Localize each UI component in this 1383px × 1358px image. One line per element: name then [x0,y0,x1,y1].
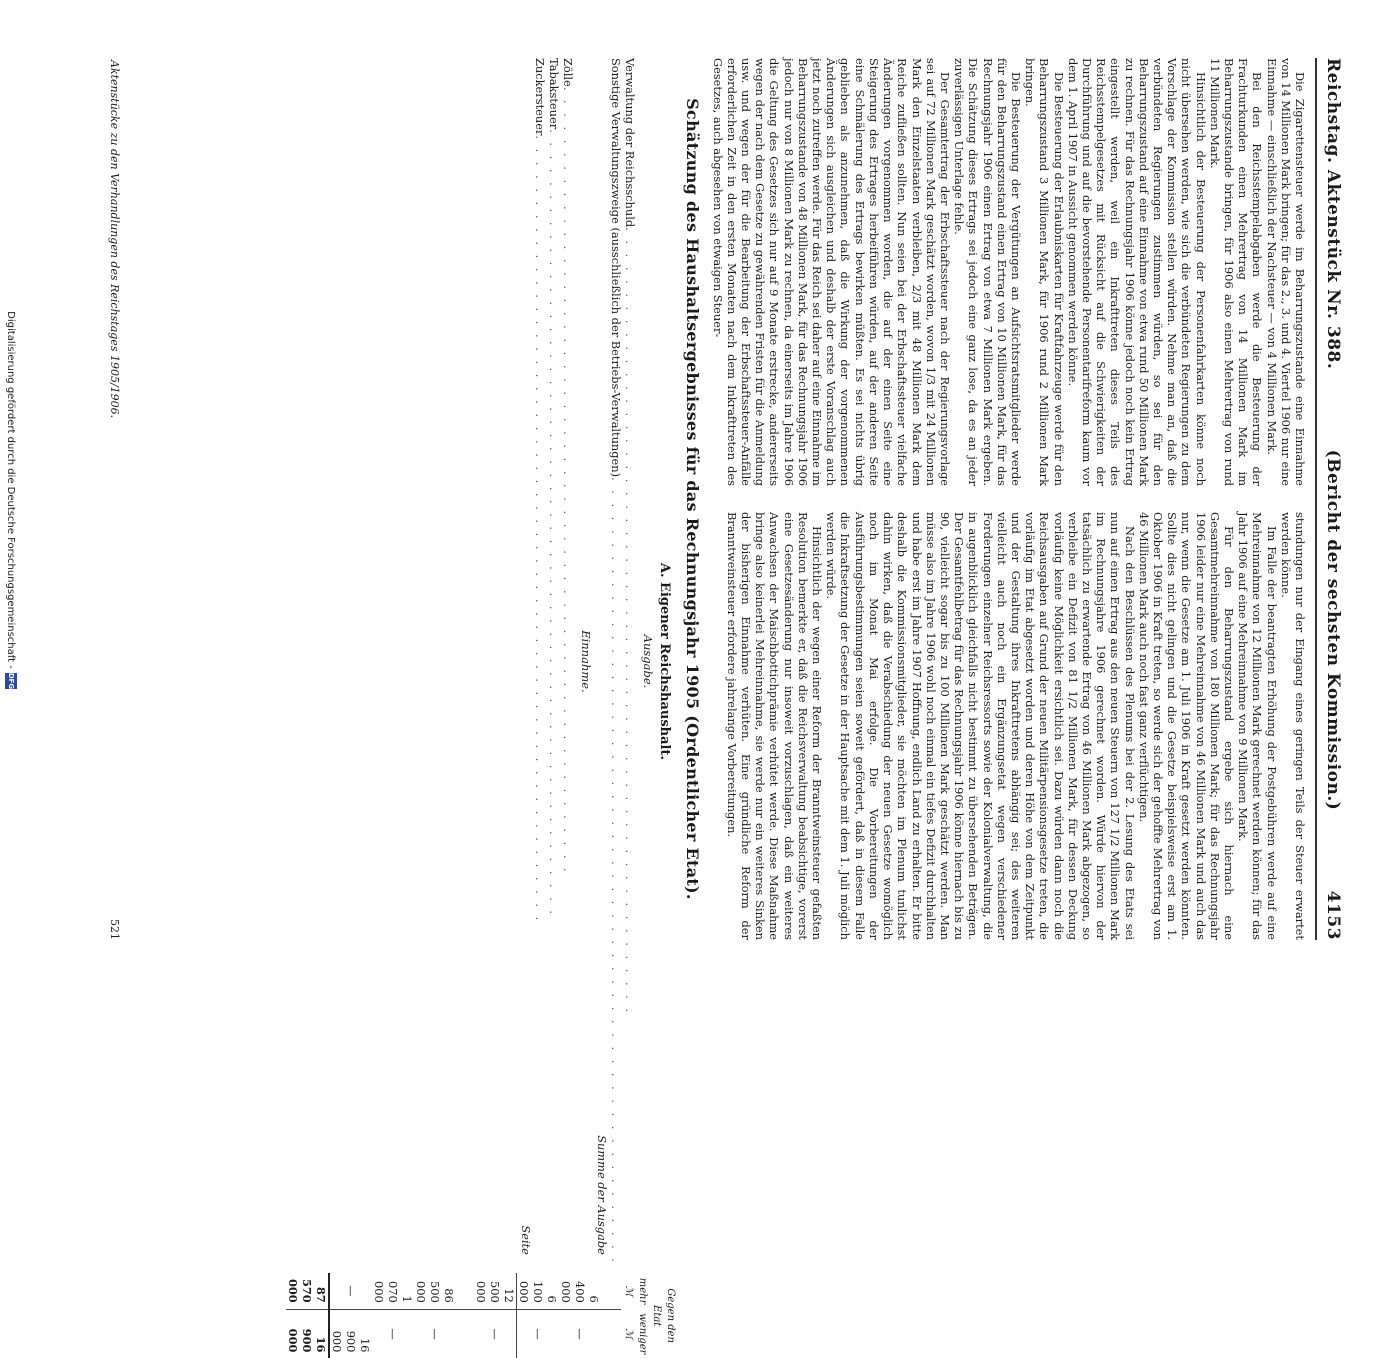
paragraph: Die Zigarettensteuer werde im Beharrungszustande eine Einnahme von 14 Millionen Mark bringen; für das 2., 3. und 4. Viertel 1906 nur eine Einnahme — einschließlich der Nachsteuer — von 4 Millionen Mark. [1264,58,1307,486]
page-number: 4153 [1323,890,1343,940]
digitization-note: Digitalisierung gefördert durch die Deutsche Forschungsgemeinschaft - [5,311,17,669]
table-row-sum: 12 500 000 — [474,1273,517,1358]
page-header [1315,58,1343,940]
paragraph: Der Gesamtertrag der Erbschaftssteuer nach der Regierungsvorlage sei auf 72 Millionen Mark geschätzt worden, wovon 1/3 mit 24 Millionen Mark den Einzelstaaten verbleiben, 2/3 mit 48 Millionen Mark dem Reiche zufließen sollten. Nun seien bei der Erbschaftssteuer vielfache Änderungen vorgenommen worden, die auf der einen Seite eine Steigerung des Ertrages herbeiführen würden, auf der anderen Seite eine Schmälerung des Ertrags bewirken müßten. Es sei nichts übrig geblieben als anzunehmen, daß die Wirkung der vorgenommenen Änderungen sich ausgleichen und deshalb der erste Voranschlag auch jetzt noch zutreffen werde. Für das Reich sei daher auf eine Einnahme im Beharrungszustande von 48 Millionen Mark, für das Rechnungsjahr 1906 jedoch nur von 8 Millionen Mark zu rechnen, da einerseits im Jahre 1906 die Geltung des Gesetzes sich nur auf 9 Monate erstrecke, andererseits wegen der nach dem Gesetze zu gewährenden Fristen für die Anmeldung usw. und wegen der für die Bearbeitung der Erbschaftssteuer-Anfälle erforderlichen Zeit in den ersten Monaten nach dem Inkrafttreten des Gesetzes, auch abgesehen von etwaigen Steuer- [710,58,952,486]
budget-row: Zölle . . . [561,58,575,1265]
section-title: Schätzung des Haushaltsergebnisses für das Rechnungsjahr 1905 (Ordentlicher Etat). [683,98,703,900]
budget-table [286,58,677,1355]
column-header-more: mehr [637,1277,649,1305]
paragraph: Nach den Beschlüssen des Plenums bei der 2. Lesung des Etats sei nun auf einen Ertrag aus den neuen Steuern von 127 1/2 Millionen Mark im Rechnungsjahre 1906 gerechnet worden. Würde hiervon der tatsächlich zu erwartende Ertrag von 46 Millionen Mark abgezogen, so verbleibe ein Defizit von 81 1/2 Millionen Mark, für dessen Deckung vorläufig keine Möglichkeit ersichtlich sei. Dazu würden dann noch die Reichsausgaben auf Grund der neuen Militärpensionsgesetze treten, die vorläufig im Etat abgesetzt worden und deren Höhe von dem Zeitpunkt und der Gestaltung ihres Inkrafttretens abhängig sei; des weiteren vielleicht auch noch ein Ergänzungsetat wegen verschiedener Forderungen einzelner Reichsressorts sowie der Kolonialverwaltung, die in augenblicklich gleichfalls nicht bestimmt zu übersehenden Beträgen. Der Gesamtfehlbetrag für das Rechnungsjahr 1906 könne hiernach bis zu 90, vielleicht sogar bis zu 100 Millionen Mark geschätzt werden. Man müsse also im Jahre 1906 wohl noch einmal ein tiefes Defizit durchhalten und habe erst im Jahre 1907 Hoffnung, endlich Land zu erhalten. Er bitte deshalb die Kommissionsmitglieder, sie möchten im Plenum tunlichst dahin wirken, daß die Verabschiedung der neuen Gesetze womöglich noch im Monat Mai erfolge. Die Vorbereitungen der Ausführungsbestimmungen seien soweit gefördert, daß in diesem Falle die Inkraftsetzung der Gesetze in der Hauptsache mit dem 1. Juli möglich werden würde. [824,512,1137,940]
page-sum-label: Seite [519,1225,534,1255]
expenditure-sum-label: Summe der Ausgabe [595,1135,610,1255]
table-row: 6 100 000 — [517,1273,560,1358]
budget-row: Sonstige Verwaltungszweige (ausschließlich der Betriebs-Verwaltungen) . . . [609,58,623,1265]
paragraph: Hinsichtlich der wegen einer Reform der Branntweinsteuer gefaßten Resolution bemerkte er, daß die Reichsverwaltung beabsichtige, vorerst eine Gesetzesänderung nur insoweit vorzuschlagen, daß ein weiteres Anwachsen der Maischbottichprämie verhütet werde. Diese Maßnahme bringe also keinerlei Mehreinnahme, sie werde nur ein weiteres Sinken der bisherigen Einnahme verhüten. Eine gründliche Reform der Branntweinsteuer erfordere jahrelange Vorbereitungen. [724,512,825,940]
paragraph: Bei den Reichsstempelabgaben werde die Besteuerung der Frachturkunden einen Mehrertrag von 14 Millionen Mark im Beharrungszustande bringen, für 1906 also einen Mehrertrag von rund 11 Millionen Mark. [1207,58,1265,486]
budget-labels [286,58,677,1273]
amounts-table [286,1273,677,1358]
unit-label: ℳ [623,1328,635,1340]
budget-row: Verwaltung der Reichsschuld . . . [623,58,637,1265]
paragraph: Für den Beharrungszustand ergebe sich hiernach eine Gesamtmehreinnahme von 180 Millionen Mark; für das Rechnungsjahr 1906 leider nur eine Mehreinnahme von 46 Millionen Mark und auch das nur, wenn die Gesetze am 1. Juli 1906 in Kraft gesetzt werden könnten. Sollte dies nicht gelingen und die Gesetze beispielsweise erst am 1. Oktober 1906 in Kraft treten, so werde sich der gehoffte Mehrertrag von 46 Millionen Mark auch noch fast ganz verflüchtigen. [1136,512,1236,940]
budget-amounts [286,1273,677,1358]
paragraph: Die Besteuerung der Erlaubniskarten für Kraftfahrzeuge werde für den Beharrungszustand 3 Millionen Mark, für 1906 rund 2 Millionen Mark bringen. [1023,58,1066,486]
unit-label: ℳ [623,1285,635,1297]
page-footer [108,60,121,940]
table-row: 86 500 000 — [414,1273,456,1358]
footer-source: Aktenstücke zu den Verhandlungen des Reichstages 1905/1906. [108,60,121,419]
paragraph: Die Besteuerung der Vergütungen an Aufsichtsratsmitglieder werde für den Beharrungszustand einen Ertrag von 10 Millionen Mark, für das Rechnungsjahr 1906 einen Ertrag von etwa 7 Millionen Mark ergeben. Die Schätzung dieses Ertrags sei jedoch eine ganz lose, da es an jeder zuverlässigen Unterlage fehle. [952,58,1023,486]
table-row: 6 400 000 — [559,1273,601,1358]
table-row-total: 87 570 000 16 900 000 [286,1273,329,1358]
header-left: Reichstag. Aktenstück Nr. 388. [1323,58,1343,370]
footer-number: 521 [108,919,121,940]
budget-row: Tabaksteuer . . . [547,58,561,1265]
dfg-logo-icon: DFG [7,672,15,690]
income-heading: Einnahme. [579,630,594,693]
budget-row: Zuckersteuer . . . [533,58,547,1265]
table-row: — 16 900 000 [329,1273,372,1358]
table-row: 1 070 000 — [372,1273,414,1358]
expenditure-heading: Ausgabe. [641,634,656,689]
text-columns [710,58,1307,940]
column-header-less: weniger [637,1313,649,1355]
left-column [710,58,1307,486]
right-column [710,512,1307,940]
header-center: (Bericht der sechsten Kommission.) [1323,449,1343,811]
paragraph: Hinsichtlich der Besteuerung der Personenfahrkarten könne noch nicht übersehen werden, wie sich die verbündeten Regierungen zu dem Vorschlage der Kommission stellen würden. Nehme man an, daß die verbündeten Regierungen zustimmen würden, so sei für den Beharrungszustand auf eine Einnahme von etwa rund 50 Millionen Mark zu rechnen. Für das Rechnungsjahr 1906 könne jedoch noch kein Ertrag eingestellt werden, weil ein Inkrafttreten dieses Teils des Reichsstempelgesetzes mit Rücksicht auf die Schwierigkeiten der Durchführung und auf die bevorstehende Personentarifreform kaum vor dem 1. April 1907 in Aussicht genommen werden könne. [1065,58,1208,486]
digitization-credit [0,0,22,1000]
column-group-header: Gegen den Etat [651,1288,677,1343]
paragraph: Im Falle der beantragten Erhöhung der Postgebühren werde auf eine Mehreinnahme von 12 Millionen Mark gerechnet werden können; für das Jahr 1906 auf eine Mehreinnahme von 9 Millionen Mark. [1236,512,1279,940]
paragraph: stundungen nur der Eingang eines geringen Teils der Steuer erwartet werden könne. [1278,512,1307,940]
part-title: A. Eigener Reichshaushalt. [657,562,673,761]
